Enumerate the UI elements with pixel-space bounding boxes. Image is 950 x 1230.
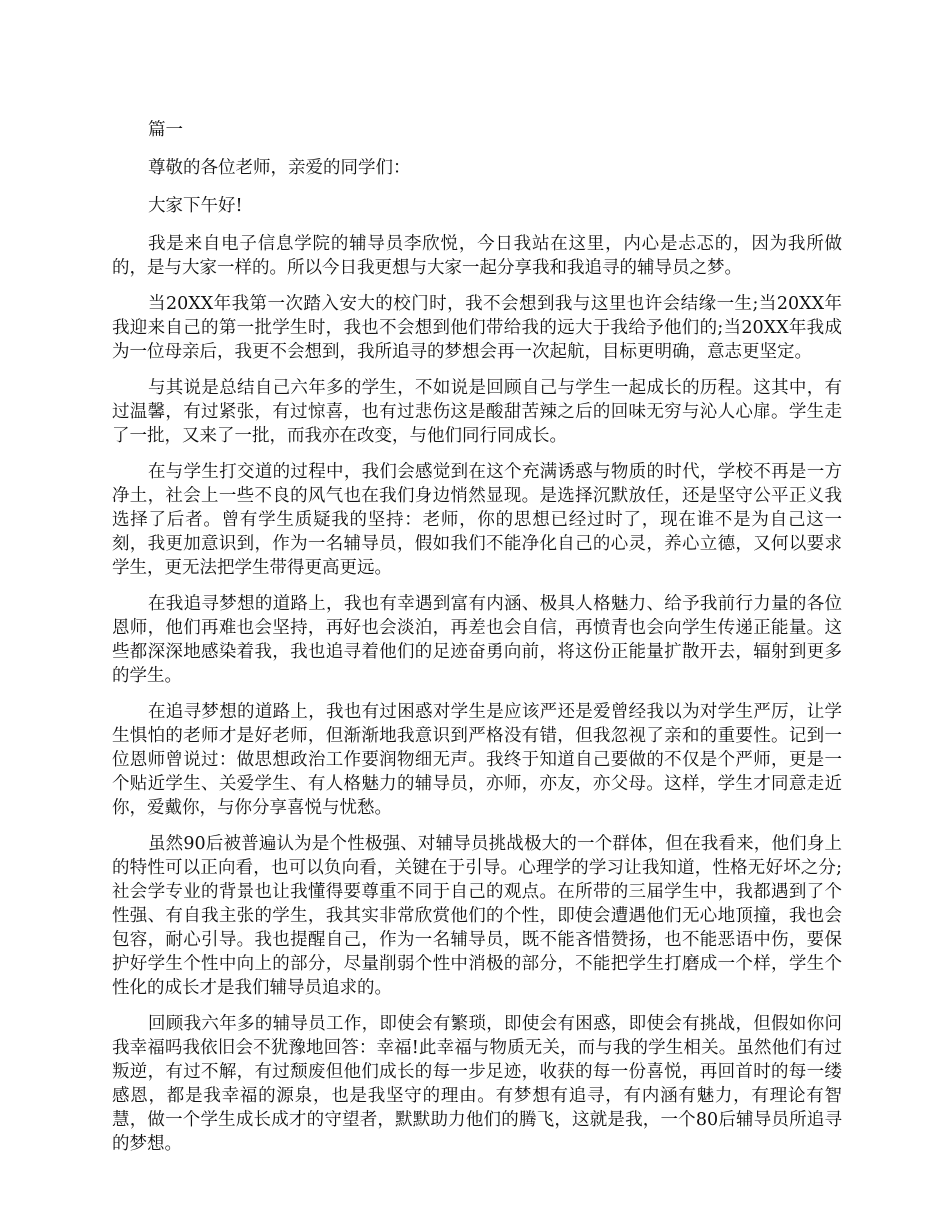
paragraph-7: 虽然90后被普遍认为是个性极强、对辅导员挑战极大的一个群体，但在我看来，他们身上的特性可以正向看，也可以负向看，关键在于引导。心理学的学习让我知道，性格无好坏之分;社会学专业的背景也让我懂得要尊重不同于自己的观点。在所带的三届学生中，我都遇到了个性强、有自我主张的学生，我其实非常欣赏他们的个性，即使会遭遇他们无心地顶撞，我也会包容，耐心引导。我也提醒自己，作为一名辅导员，既不能吝惜赞扬，也不能恶语中伤，要保护好学生个性中向上的部分，尽量削弱个性中消极的部分，不能把学生打磨成一个样，学生个性化的成长才是我们辅导员追求的。 [112,834,842,998]
paragraph-1: 我是来自电子信息学院的辅导员李欣悦，今日我站在这里，内心是忐忑的，因为我所做的，是与大家一样的。所以今日我更想与大家一起分享我和我追寻的辅导员之梦。 [112,234,842,278]
document-body [112,118,842,1168]
paragraph-4: 在与学生打交道的过程中，我们会感觉到在这个充满诱惑与物质的时代，学校不再是一方净土，社会上一些不良的风气也在我们身边悄然显现。是选择沉默放任，还是坚守公平正义我选择了后者。曾有学生质疑我的坚持：老师，你的思想已经过时了，现在谁不是为自己这一刻，我更加意识到，作为一名辅导员，假如我们不能净化自己的心灵，养心立德，又何以要求学生，更无法把学生带得更高更远。 [112,462,842,578]
paragraph-8: 回顾我六年多的辅导员工作，即使会有繁琐，即使会有困惑，即使会有挑战，但假如你问我幸福吗我依旧会不犹豫地回答：幸福!此幸福与物质无关，而与我的学生相关。虽然他们有过叛逆，有过不解，有过颓废但他们成长的每一步足迹，收获的每一份喜悦，再回首时的每一缕感恩，都是我幸福的源泉，也是我坚守的理由。有梦想有追寻，有内涵有魅力，有理论有智慧，做一个学生成长成才的守望者，默默助力他们的腾飞，这就是我，一个80后辅导员所追寻的梦想。 [112,1014,842,1154]
paragraph-5: 在我追寻梦想的道路上，我也有幸遇到富有内涵、极具人格魅力、给予我前行力量的各位恩师，他们再难也会坚持，再好也会淡泊，再差也会自信，再愤青也会向学生传递正能量。这些都深深地感染着我，我也追寻着他们的足迹奋勇向前，将这份正能量扩散开去，辐射到更多的学生。 [112,594,842,686]
paragraph-6: 在追寻梦想的道路上，我也有过困惑对学生是应该严还是爱曾经我以为对学生严厉，让学生惧怕的老师才是好老师，但渐渐地我意识到严格没有错，但我忽视了亲和的重要性。记到一位恩师曾说过：做思想政治工作要润物细无声。我终于知道自己要做的不仅是个严师，更是一个贴近学生、关爱学生、有人格魅力的辅导员，亦师，亦友，亦父母。这样，学生才同意走近你，爱戴你，与你分享喜悦与忧愁。 [112,702,842,818]
section-heading: 篇一 [148,120,183,140]
paragraph-3: 与其说是总结自己六年多的学生，不如说是回顾自己与学生一起成长的历程。这其中，有过温馨，有过紧张，有过惊喜，也有过悲伤这是酸甜苦辣之后的回味无穷与沁人心扉。学生走了一批，又来了一批，而我亦在改变，与他们同行同成长。 [112,378,842,446]
greeting: 大家下午好! [148,196,243,216]
salutation: 尊敬的各位老师，亲爱的同学们： [148,158,411,178]
paragraph-2: 当20XX年我第一次踏入安大的校门时，我不会想到我与这里也许会结缘一生;当20XX年我迎来自己的第一批学生时，我也不会想到他们带给我的远大于我给予他们的;当20XX年我成为一位母亲后，我更不会想到，我所追寻的梦想会再一次起航，目标更明确，意志更坚定。 [112,294,842,362]
